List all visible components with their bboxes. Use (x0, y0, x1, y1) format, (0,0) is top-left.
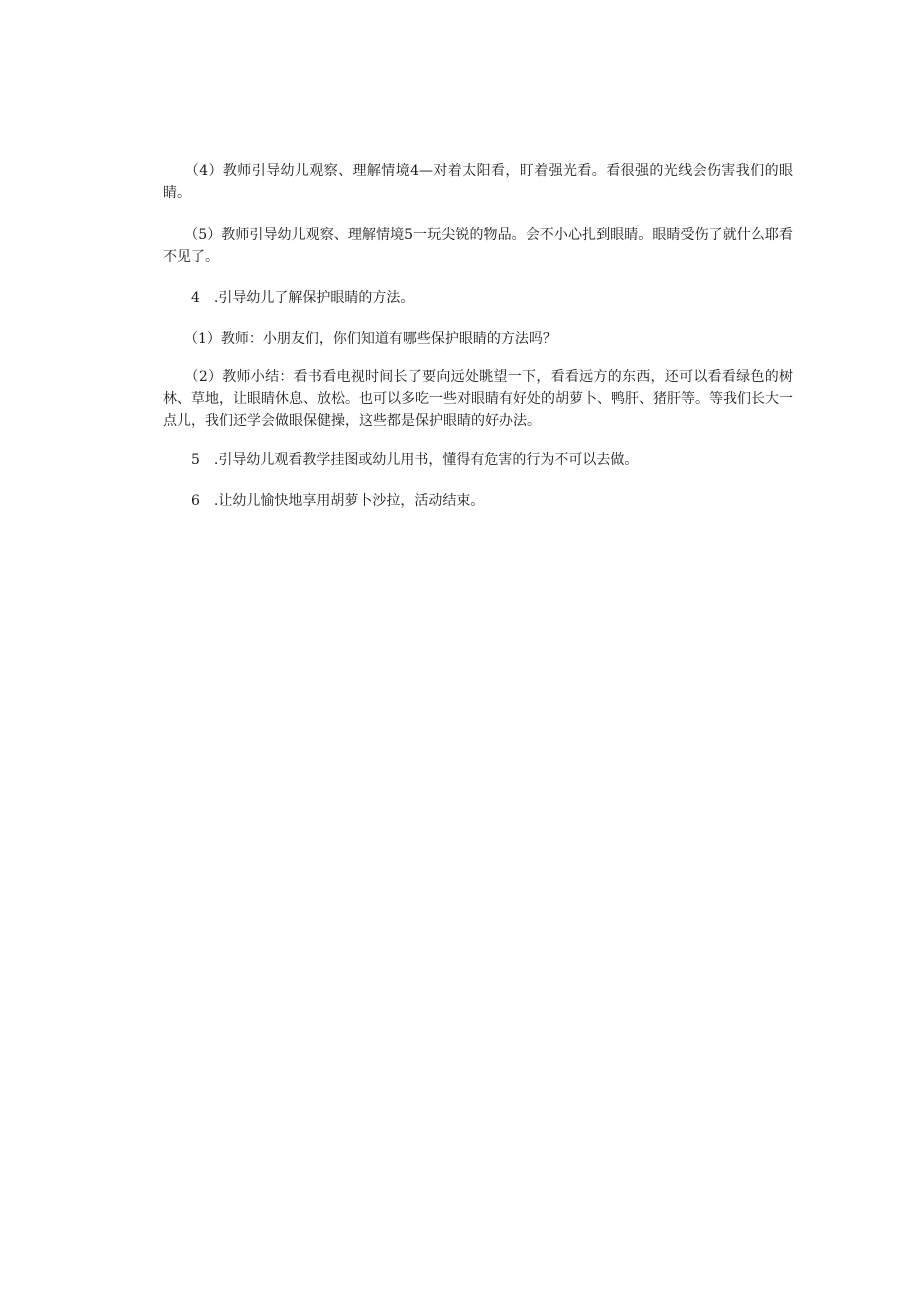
paragraph-step-4-2: （2）教师小结：看书看电视时间长了要向远处眺望一下，看看远方的东西，还可以看看绿色的树林、草地，让眼睛休息、放松。也可以多吃一些对眼睛有好处的胡萝卜、鸭肝、猪肝等。等我们长大一点儿，我们还学会做眼保健操，这些都是保护眼睛的好办法。 (163, 369, 793, 429)
paragraph-step-5: 5 .引导幼儿观看教学挂图或幼儿用书，懂得有危害的行为不可以去做。 (163, 452, 639, 468)
paragraph-step-3-4: （4）教师引导幼儿观察、理解情境4—对着太阳看，盯着强光看。看很强的光线会伤害我们的眼睛。 (163, 163, 793, 201)
paragraph-step-4-heading: 4 .引导幼儿了解保护眼睛的方法。 (163, 290, 415, 306)
paragraph-step-4-1: （1）教师：小朋友们，你们知道有哪些保护眼睛的方法吗？ (163, 331, 557, 347)
paragraph-step-3-5: （5）教师引导幼儿观察、理解情境5一玩尖锐的物品。会不小心扎到眼睛。眼睛受伤了就什么耶看不见了。 (163, 227, 793, 265)
paragraph-step-6: 6 .让幼儿愉快地享用胡萝卜沙拉，活动结束。 (163, 493, 485, 509)
